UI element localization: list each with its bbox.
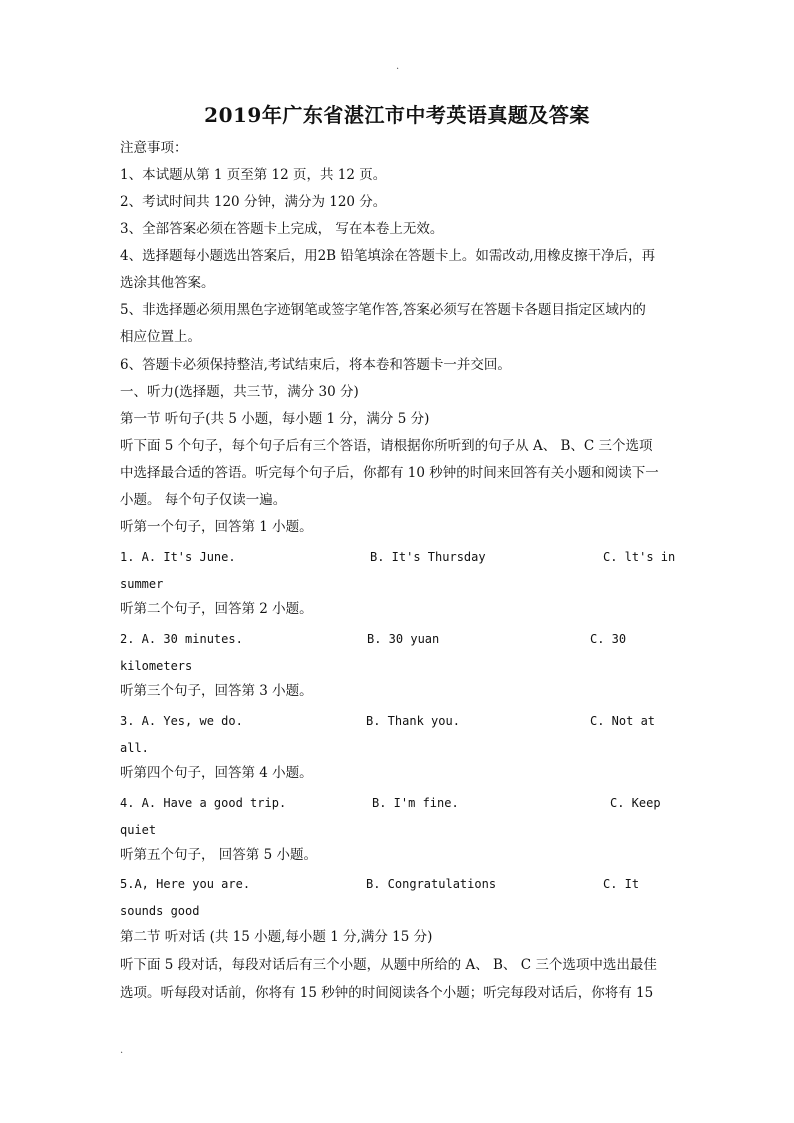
question-prompt: 听第三个句子，回答第 3 小题。 (120, 683, 313, 699)
option-a: 1. A. It's June. (120, 550, 236, 564)
note-item: 3、全部答案必须在答题卡上完成， 写在本卷上无效。 (120, 221, 444, 237)
question-prompt: 听第四个句子，回答第 4 小题。 (120, 765, 313, 781)
question-prompt: 听第五个句子， 回答第 5 小题。 (120, 847, 317, 863)
section-heading: 一、听力(选择题，共三节，满分 30 分) (120, 384, 359, 400)
part2-instructions: 听下面 5 段对话，每段对话后有三个小题，从题中所给的 A、 B、 C 三个选项中选出最佳 (120, 957, 657, 973)
note-item: 6、答题卡必须保持整洁,考试结束后，将本卷和答题卡一并交回。 (120, 357, 511, 373)
option-b: B. Thank you. (366, 714, 460, 728)
option-c: C. Not at (590, 714, 656, 728)
note-item: 4、选择题每小题选出答案后，用2B 铅笔填涂在答题卡上。如需改动,用橡皮擦干净后，再 (120, 248, 656, 264)
option-a: 2. A. 30 minutes. (120, 632, 243, 646)
option-c: C. Keep (610, 796, 661, 810)
option-c-wrap: all. (120, 741, 149, 755)
option-a: 3. A. Yes, we do. (120, 714, 243, 728)
part1-instructions: 听下面 5 个句子，每个句子后有三个答语，请根据你所听到的句子从 A、 B、C 三个选项 (120, 438, 653, 454)
part2-instructions: 选项。听每段对话前，你将有 15 秒钟的时间阅读各个小题；听完每段对话后，你将有 15 (120, 985, 654, 1001)
header-mark: . (396, 61, 400, 72)
part1-heading: 第一节 听句子(共 5 小题，每小题 1 分，满分 5 分) (120, 411, 430, 427)
option-b: B. 30 yuan (367, 632, 440, 646)
option-c-wrap: kilometers (120, 659, 193, 673)
notes-heading: 注意事项： (120, 140, 188, 156)
part1-instructions: 小题。 每个句子仅读一遍。 (120, 492, 287, 508)
page-title: 2019年广东省湛江市中考英语真题及答案 (204, 103, 590, 127)
option-a: 4. A. Have a good trip. (120, 796, 287, 810)
option-c-wrap: quiet (120, 823, 157, 837)
note-item: 相应位置上。 (120, 329, 201, 345)
option-c-wrap: sounds good (120, 904, 200, 918)
note-item: 5、非选择题必须用黑色字迹钢笔或签字笔作答,答案必须写在答题卡各题目指定区域内的 (120, 302, 646, 318)
option-b: B. I'm fine. (372, 796, 459, 810)
footer-mark: . (120, 1045, 124, 1056)
part2-heading: 第二节 听对话 (共 15 小题,每小题 1 分,满分 15 分) (120, 929, 433, 945)
option-c-wrap: summer (120, 577, 164, 591)
part1-instructions: 中选择最合适的答语。听完每个句子后，你都有 10 秒钟的时间来回答有关小题和阅读下一 (120, 465, 659, 481)
option-b: B. It's Thursday (370, 550, 486, 564)
option-a: 5.A, Here you are. (120, 877, 251, 891)
note-item: 1、本试题从第 1 页至第 12 页，共 12 页。 (120, 167, 387, 183)
option-c: C. lt's in (603, 550, 676, 564)
option-b: B. Congratulations (366, 877, 497, 891)
option-c: C. It (603, 877, 640, 891)
option-c: C. 30 (590, 632, 627, 646)
question-prompt: 听第二个句子，回答第 2 小题。 (120, 601, 313, 617)
question-prompt: 听第一个句子，回答第 1 小题。 (120, 519, 313, 535)
note-item: 2、考试时间共 120 分钟，满分为 120 分。 (120, 194, 387, 210)
note-item: 选涂其他答案。 (120, 275, 215, 291)
